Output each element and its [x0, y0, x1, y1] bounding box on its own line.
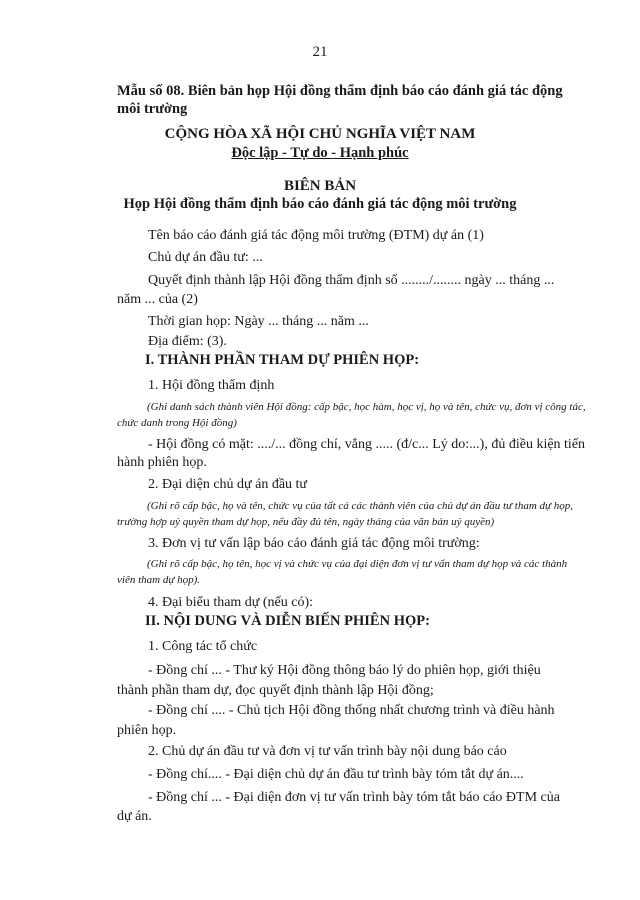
- section1-note2: (Ghi rõ cấp bậc, họ và tên, chức vụ của tất cả các thành viên của chủ dự án đầu tư tham dự họp, trường hợp uỷ quyền tham dự họp, nếu đầy đủ tên, ngày tháng của văn bản uỷ quyền): [117, 500, 574, 528]
- report-name-line: Tên báo cáo đánh giá tác động môi trường (ĐTM) dự án (1): [148, 228, 484, 243]
- owner-line: Chủ dự án đầu tư: ...: [148, 250, 263, 265]
- section1-note1: (Ghi danh sách thành viên Hội đồng: cấp bậc, học hàm, học vị, họ và tên, chức vụ, đơn vị công tác, chức danh trong Hội đồng): [117, 401, 586, 429]
- section2-item2: 2. Chủ dự án đầu tư và đơn vị tư vấn trình bày nội dung báo cáo: [148, 744, 507, 759]
- attendance-line-1: - Hội đồng có mặt: ..../... đồng chí, vắng ..... (đ/c... Lý do:...), đủ điều kiện tiến: [148, 437, 586, 452]
- consultant-line-2: dự án.: [117, 809, 152, 824]
- location-line: Địa điểm: (3).: [148, 334, 227, 349]
- secretary-line-2: thành phần tham dự, đọc quyết định thành lập Hội đồng;: [117, 683, 434, 698]
- motto-text: Độc lập - Tự do - Hạnh phúc: [231, 145, 409, 161]
- document-title: BIÊN BẢN: [283, 178, 357, 194]
- section1-note3: (Ghi rõ cấp bậc, họ tên, học vị và chức vụ của đại diện đơn vị tư vấn tham dự họp và các thành viên tham dự họp).: [117, 558, 568, 586]
- section1-heading: I. THÀNH PHẦN THAM DỰ PHIÊN HỌP:: [145, 352, 420, 368]
- chairman-line-2: phiên họp.: [117, 723, 177, 738]
- time-line: Thời gian họp: Ngày ... tháng ... năm ...: [148, 314, 369, 329]
- page-number: 21: [312, 44, 328, 60]
- section1-item2: 2. Đại diện chủ dự án đầu tư: [148, 477, 308, 492]
- section1-item3: 3. Đơn vị tư vấn lập báo cáo đánh giá tác động môi trường:: [148, 536, 480, 551]
- section2-heading: II. NỘI DUNG VÀ DIỄN BIẾN PHIÊN HỌP:: [145, 613, 430, 629]
- secretary-line-1: - Đồng chí ... - Thư ký Hội đồng thông báo lý do phiên họp, giới thiệu: [148, 663, 541, 678]
- decision-line-2: năm ... của (2): [117, 292, 198, 307]
- motto: [0, 145, 640, 162]
- attendance-line-2: hành phiên họp.: [117, 455, 207, 470]
- section1-item4: 4. Đại biểu tham dự (nếu có):: [148, 595, 314, 610]
- form-title: Mẫu số 08. Biên bản họp Hội đồng thẩm định báo cáo đánh giá tác động môi trường: [117, 83, 563, 117]
- chairman-line-1: - Đồng chí .... - Chủ tịch Hội đồng thống nhất chương trình và điều hành: [148, 703, 555, 718]
- owner-presentation-line: - Đồng chí.... - Đại diện chủ dự án đầu tư trình bày tóm tắt dự án....: [148, 767, 524, 782]
- document-subtitle: Họp Hội đồng thẩm định báo cáo đánh giá tác động môi trường: [123, 196, 517, 212]
- nation-header: CỘNG HÒA XÃ HỘI CHỦ NGHĨA VIỆT NAM: [164, 126, 476, 142]
- consultant-line-1: - Đồng chí ... - Đại diện đơn vị tư vấn trình bày tóm tắt báo cáo ĐTM của: [148, 790, 560, 805]
- section2-item1: 1. Công tác tổ chức: [148, 639, 258, 654]
- decision-line-1: Quyết định thành lập Hội đồng thẩm định số ......../........ ngày ... tháng ...: [148, 273, 555, 288]
- section1-item1: 1. Hội đồng thẩm định: [148, 378, 275, 393]
